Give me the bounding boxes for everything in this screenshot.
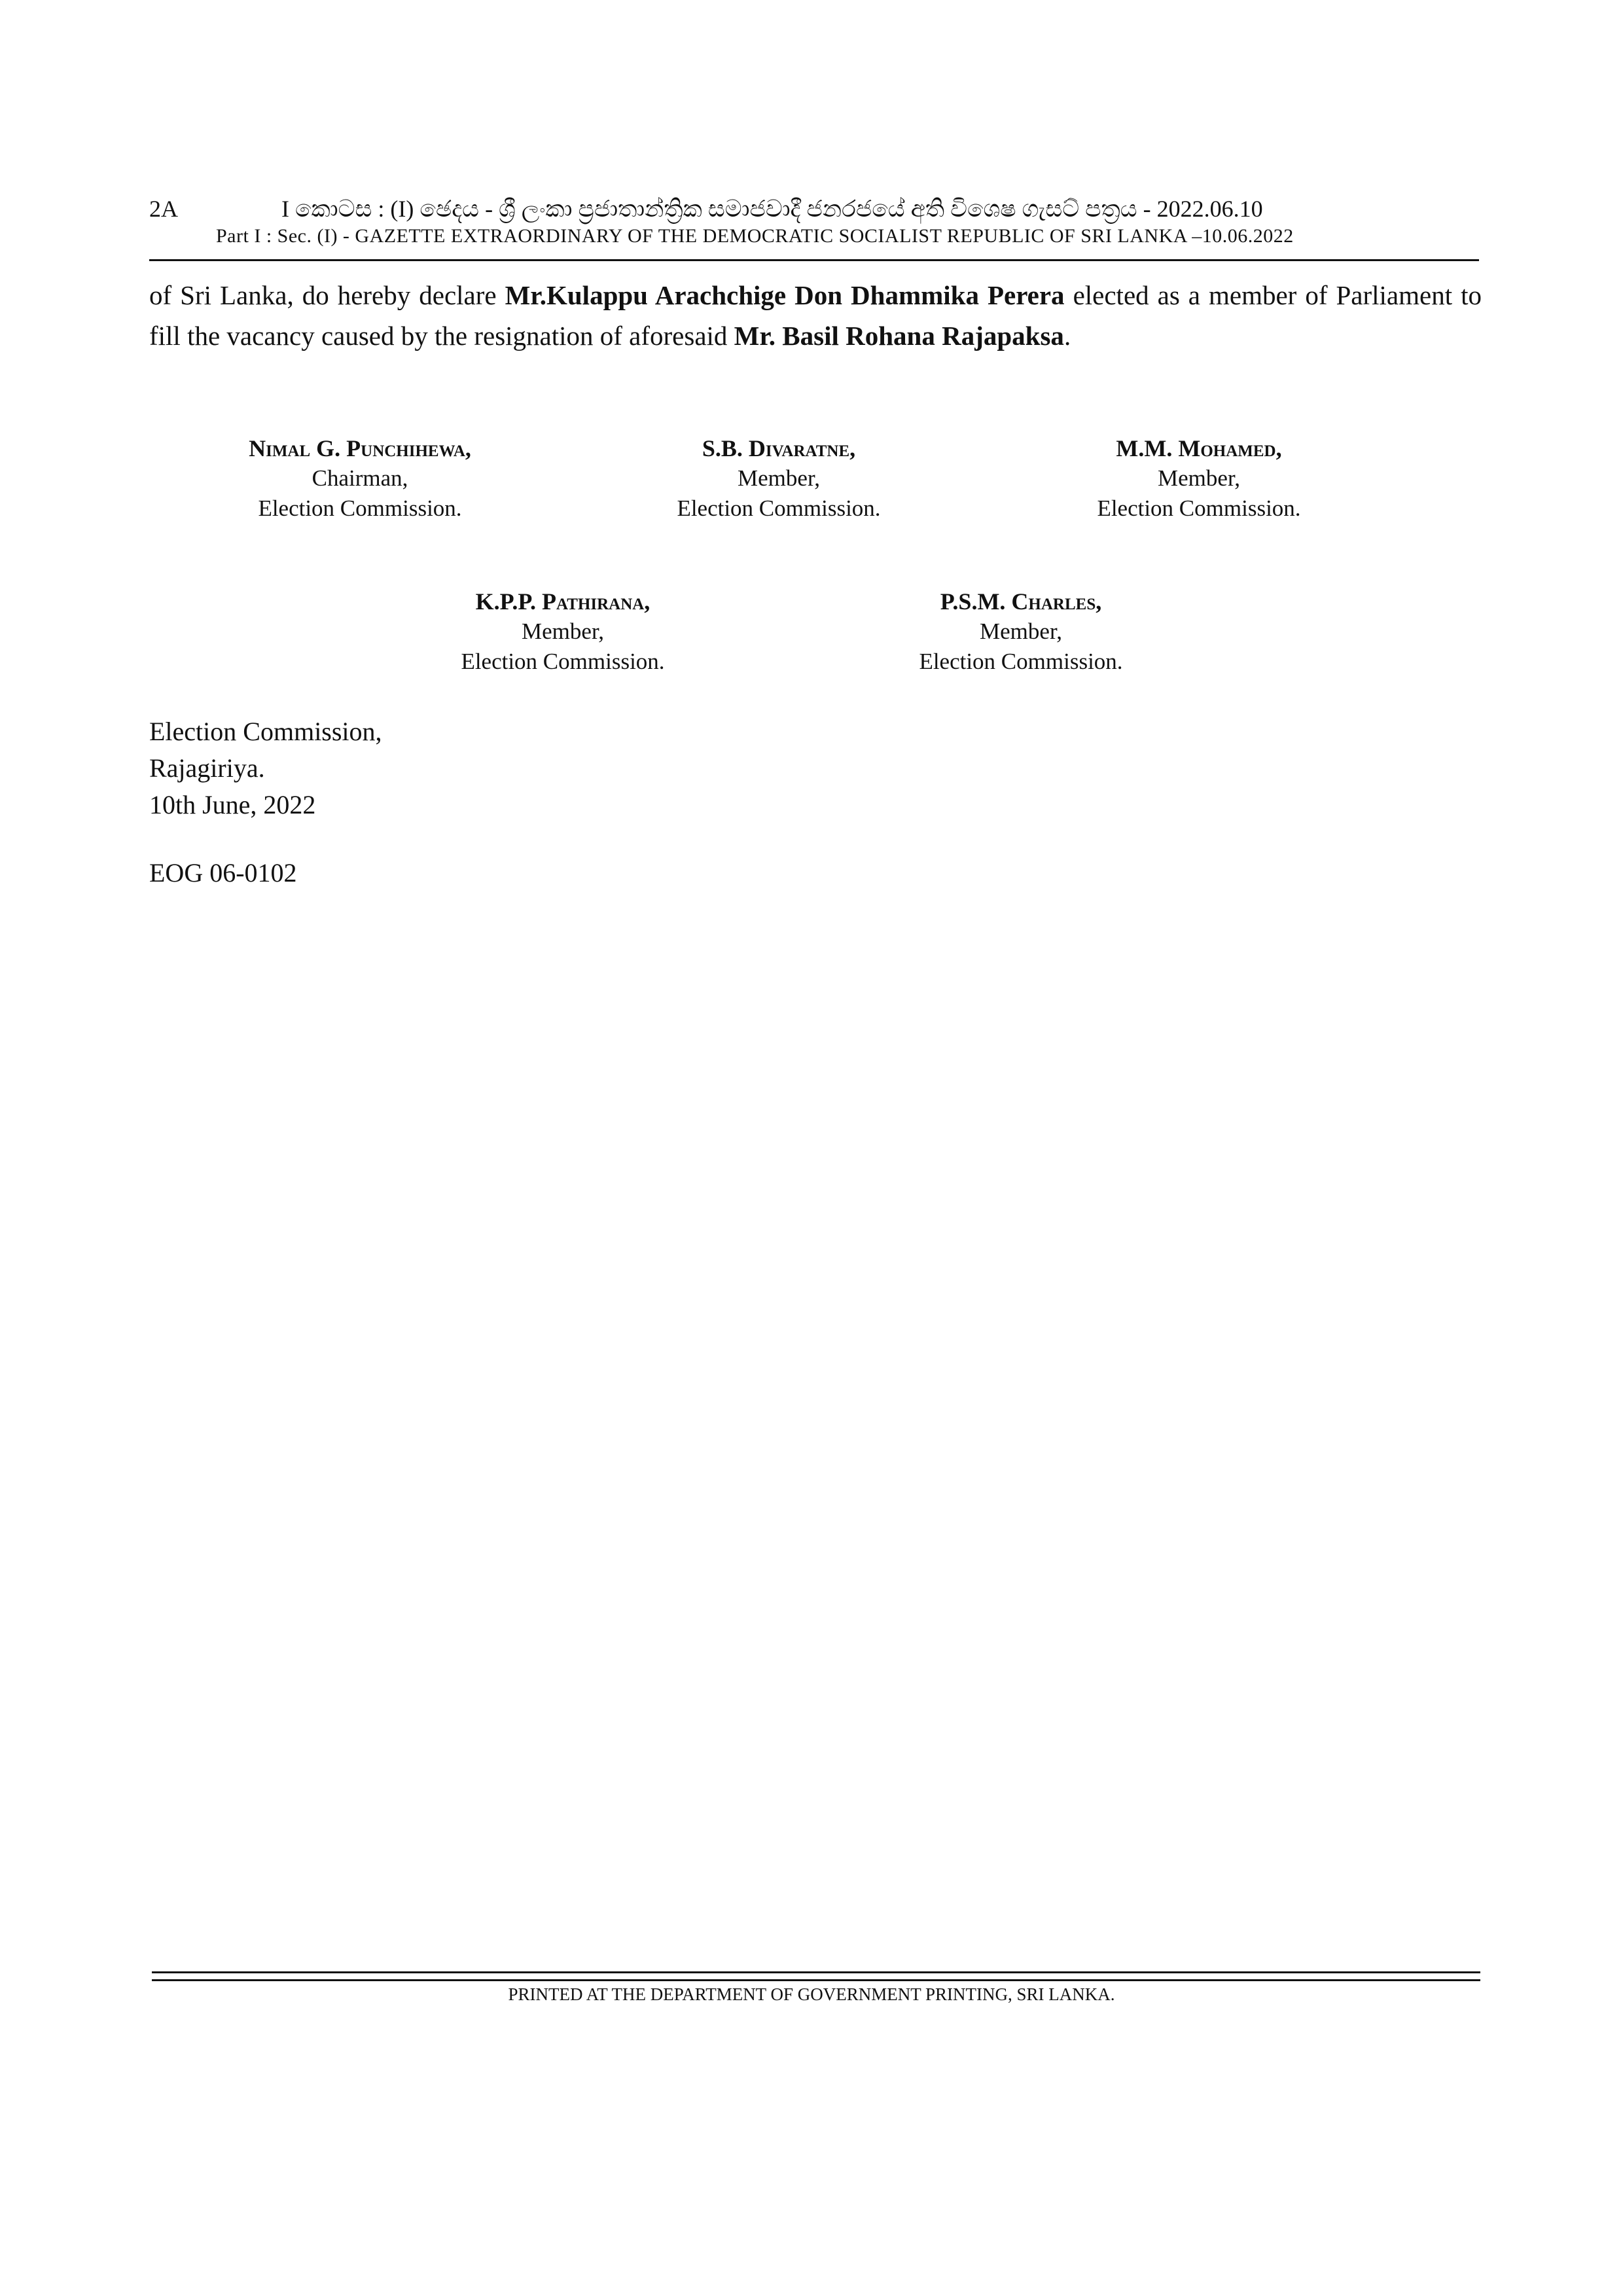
signatory-organization: Election Commission.	[1097, 495, 1301, 521]
address-block	[149, 713, 382, 823]
header-sinhala-title: I කොටස : (I) ඡෙදය - ශ්‍රී ලංකා ප්‍රජාතාන්ත්‍රික සමාජවාදී ජනරජයේ අති විශෙෂ ගැසට් පත්‍රය - 2022.06.10	[281, 196, 1263, 222]
page-number: 2A	[149, 196, 178, 222]
signatory-organization: Election Commission.	[919, 649, 1123, 674]
signatory-block	[596, 433, 962, 524]
reference-code: EOG 06-0102	[149, 858, 297, 888]
address-line: Rajagiriya.	[149, 753, 265, 783]
footer-divider	[152, 1979, 1480, 1981]
address-date: 10th June, 2022	[149, 790, 316, 819]
declaration-text-part1: of Sri Lanka, do hereby declare	[149, 280, 505, 310]
declaration-text-part3: .	[1063, 321, 1071, 351]
signatory-organization: Election Commission.	[258, 495, 462, 521]
signatory-name: S.B. Divaratne,	[702, 435, 856, 461]
signatory-title: Member,	[1158, 465, 1240, 491]
signatory-name: P.S.M. Charles,	[940, 588, 1102, 615]
signatory-title: Member,	[738, 465, 820, 491]
signatory-organization: Election Commission.	[677, 495, 881, 521]
elected-member-name: Mr.Kulappu Arachchige Don Dhammika Perera	[505, 280, 1065, 310]
signatory-title: Chairman,	[312, 465, 408, 491]
signatory-block	[177, 433, 543, 524]
signatory-name: K.P.P. Pathirana,	[475, 588, 651, 615]
signatory-title: Member,	[522, 619, 604, 644]
declaration-text-part2: elected as a member of Parliament to fill the vacancy caused by the resignation of aforesaid	[149, 280, 1482, 351]
footer-divider	[152, 1971, 1480, 1973]
resigned-member-name: Mr. Basil Rohana Rajapaksa	[734, 321, 1064, 351]
signatory-title: Member,	[980, 619, 1062, 644]
declaration-paragraph	[149, 275, 1482, 356]
signatory-name: Nimal G. Punchihewa,	[249, 435, 471, 461]
signatory-name: M.M. Mohamed,	[1116, 435, 1282, 461]
header-english-title: Part I : Sec. (I) - GAZETTE EXTRAORDINARY OF THE DEMOCRATIC SOCIALIST REPUBLIC OF SRI LANKA –10.06.2022	[216, 225, 1294, 247]
signatory-organization: Election Commission.	[461, 649, 665, 674]
header-divider	[149, 259, 1479, 261]
signatory-block	[380, 586, 746, 677]
address-line: Election Commission,	[149, 717, 382, 746]
signatory-block	[838, 586, 1204, 677]
signatory-block	[1016, 433, 1382, 524]
printer-footer: PRINTED AT THE DEPARTMENT OF GOVERNMENT PRINTING, SRI LANKA.	[508, 1984, 1115, 2004]
